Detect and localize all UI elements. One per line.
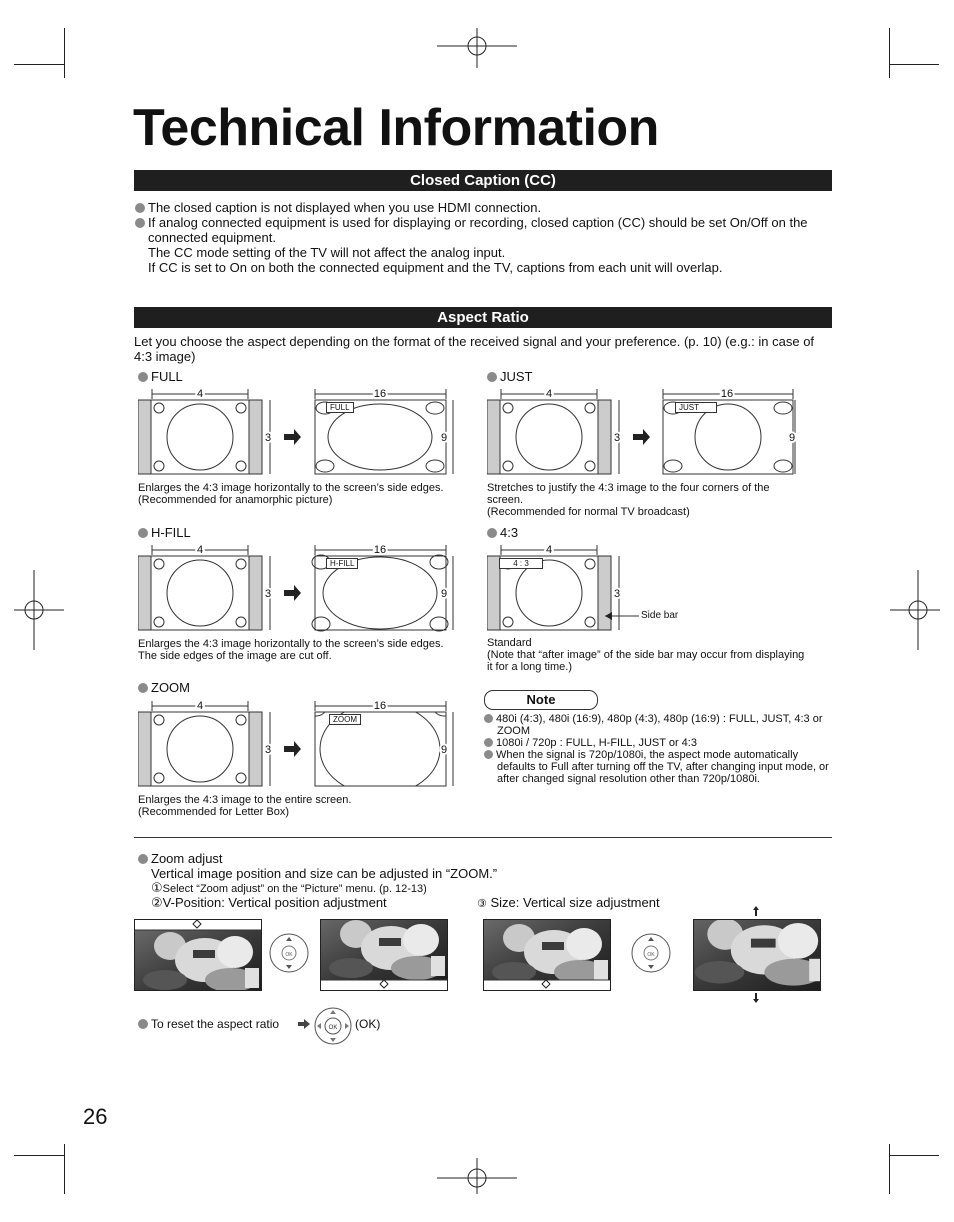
mode-label-just: JUST: [487, 369, 533, 384]
four-three-diagram: [487, 542, 687, 637]
mode-desc-hfill: Enlarges the 4:3 image horizontally to the screen’s side edges. The side edges of the image are cut off.: [138, 638, 444, 662]
dim-label: 4: [196, 544, 204, 556]
mode-tag-zoom: ZOOM: [329, 714, 361, 725]
crop-mark: [889, 1144, 890, 1194]
mode-label-hfill: H-FILL: [138, 525, 191, 540]
dim-label: 3: [264, 432, 272, 444]
zoom-adjust-heading: Zoom adjust: [138, 851, 223, 866]
crop-mark: [889, 64, 939, 65]
dim-label: 4: [196, 700, 204, 712]
mode-label-full: FULL: [138, 369, 183, 384]
dim-label: 3: [264, 588, 272, 600]
dim-label: 16: [373, 388, 387, 400]
zoom-photo-size-after: [693, 919, 821, 991]
dim-label: 3: [264, 744, 272, 756]
mode-desc-4-3: Standard (Note that “after image” of the side bar may occur from displaying it for a long time.): [487, 637, 805, 673]
mode-desc-full: Enlarges the 4:3 image horizontally to the screen’s side edges. (Recommended for anamorphic picture): [138, 482, 444, 506]
note-title: Note: [484, 690, 598, 710]
section-heading-closed-caption: Closed Caption (CC): [134, 170, 832, 191]
bullet-icon: [135, 203, 145, 213]
dim-label: 4: [545, 388, 553, 400]
arrow-up-icon: [751, 905, 761, 917]
remote-dpad-icon: [269, 933, 309, 973]
dim-label: 4: [196, 388, 204, 400]
crop-mark: [64, 1144, 65, 1194]
page-number: 26: [83, 1104, 108, 1129]
closed-caption-text: [135, 200, 835, 275]
hfill-diagram: [138, 542, 458, 637]
list-item: When the signal is 720p/1080i, the aspect mode automatically defaults to Full after turning off the TV, after changing input mode, or after changed signal resolution other than 720p/1080i.: [484, 749, 834, 785]
crop-mark: [14, 1155, 64, 1156]
dim-label: 3: [613, 432, 621, 444]
remote-dpad-icon: [631, 933, 671, 973]
zoom-step-1: ①Select “Zoom adjust” on the “Picture” menu. (p. 12-13): [151, 880, 427, 895]
registration-mark-top: [437, 28, 517, 68]
mode-desc-zoom: Enlarges the 4:3 image to the entire screen. (Recommended for Letter Box): [138, 794, 352, 818]
mode-tag-hfill: H-FILL: [326, 558, 358, 569]
just-diagram: [487, 386, 807, 481]
crop-mark: [889, 1155, 939, 1156]
registration-mark-bottom: [437, 1158, 517, 1198]
section-heading-aspect-ratio: Aspect Ratio: [134, 307, 832, 328]
position-arrow-icon: [191, 919, 203, 929]
crop-mark: [889, 28, 890, 78]
list-item: 480i (4:3), 480i (16:9), 480p (4:3), 480p (16:9) : FULL, JUST, 4:3 or ZOOM: [484, 713, 834, 737]
bullet-icon: [138, 1019, 148, 1029]
aspect-ratio-intro: Let you choose the aspect depending on the format of the received signal and your preference. (p. 10) (e.g.: in case of 4:3 image): [134, 334, 815, 364]
mode-label-zoom: ZOOM: [138, 680, 190, 695]
bullet-icon: [138, 854, 148, 864]
ok-button-icon: [314, 1007, 352, 1045]
mode-tag-just: JUST: [675, 402, 717, 413]
bullet-icon: [487, 372, 497, 382]
note-list: [484, 713, 834, 785]
zoom-step-2: ②V-Position: Vertical position adjustment: [151, 895, 387, 910]
zoom-adjust-line: Vertical image position and size can be adjusted in “ZOOM.”: [151, 866, 498, 881]
list-item: If analog connected equipment is used for displaying or recording, closed caption (CC) should be set On/Off on the connected equipment.: [135, 215, 835, 245]
side-bar-label: Side bar: [641, 610, 679, 621]
arrow-down-icon: [751, 992, 761, 1004]
mode-label-4-3: 4:3: [487, 525, 518, 540]
dim-label: 4: [545, 544, 553, 556]
cc-note-line: The CC mode setting of the TV will not affect the analog input.: [148, 245, 506, 260]
bullet-icon: [138, 372, 148, 382]
bullet-icon: [487, 528, 497, 538]
zoom-photo-before: [134, 919, 262, 991]
registration-mark-left: [14, 570, 64, 650]
position-arrow-icon: [378, 979, 390, 989]
ok-label: (OK): [355, 1017, 381, 1031]
dim-label: 9: [440, 432, 448, 444]
cc-note-line: If CC is set to On on both the connected equipment and the TV, captions from each unit will overlap.: [148, 260, 723, 275]
zoom-step-3: ③ Size: Vertical size adjustment: [477, 895, 660, 910]
svg-text:OK: OK: [285, 952, 293, 958]
dim-label: 16: [373, 544, 387, 556]
divider: [134, 837, 832, 838]
crop-mark: [14, 64, 64, 65]
mode-tag-full: FULL: [326, 402, 354, 413]
bullet-icon: [135, 218, 145, 228]
full-diagram: [138, 386, 458, 481]
mode-desc-just: Stretches to justify the 4:3 image to the four corners of the screen. (Recommended for normal TV broadcast): [487, 482, 770, 518]
svg-text:OK: OK: [328, 1025, 338, 1031]
dim-label: 9: [788, 432, 796, 444]
bullet-icon: [138, 683, 148, 693]
dim-label: 9: [440, 744, 448, 756]
dim-label: 16: [720, 388, 734, 400]
page-title: Technical Information: [133, 99, 659, 157]
arrow-right-icon: [297, 1018, 311, 1030]
list-item: 1080i / 720p : FULL, H-FILL, JUST or 4:3: [484, 737, 834, 749]
dim-label: 9: [440, 588, 448, 600]
bullet-icon: [138, 528, 148, 538]
size-arrow-icon: [540, 979, 552, 989]
svg-text:OK: OK: [647, 952, 655, 958]
list-item: The closed caption is not displayed when you use HDMI connection.: [135, 200, 835, 215]
registration-mark-right: [890, 570, 940, 650]
dim-label: 3: [613, 588, 621, 600]
zoom-diagram: [138, 698, 458, 793]
dim-label: 16: [373, 700, 387, 712]
crop-mark: [64, 28, 65, 78]
mode-tag-4-3: 4 : 3: [499, 558, 543, 569]
reset-aspect-text: To reset the aspect ratio: [138, 1017, 279, 1031]
